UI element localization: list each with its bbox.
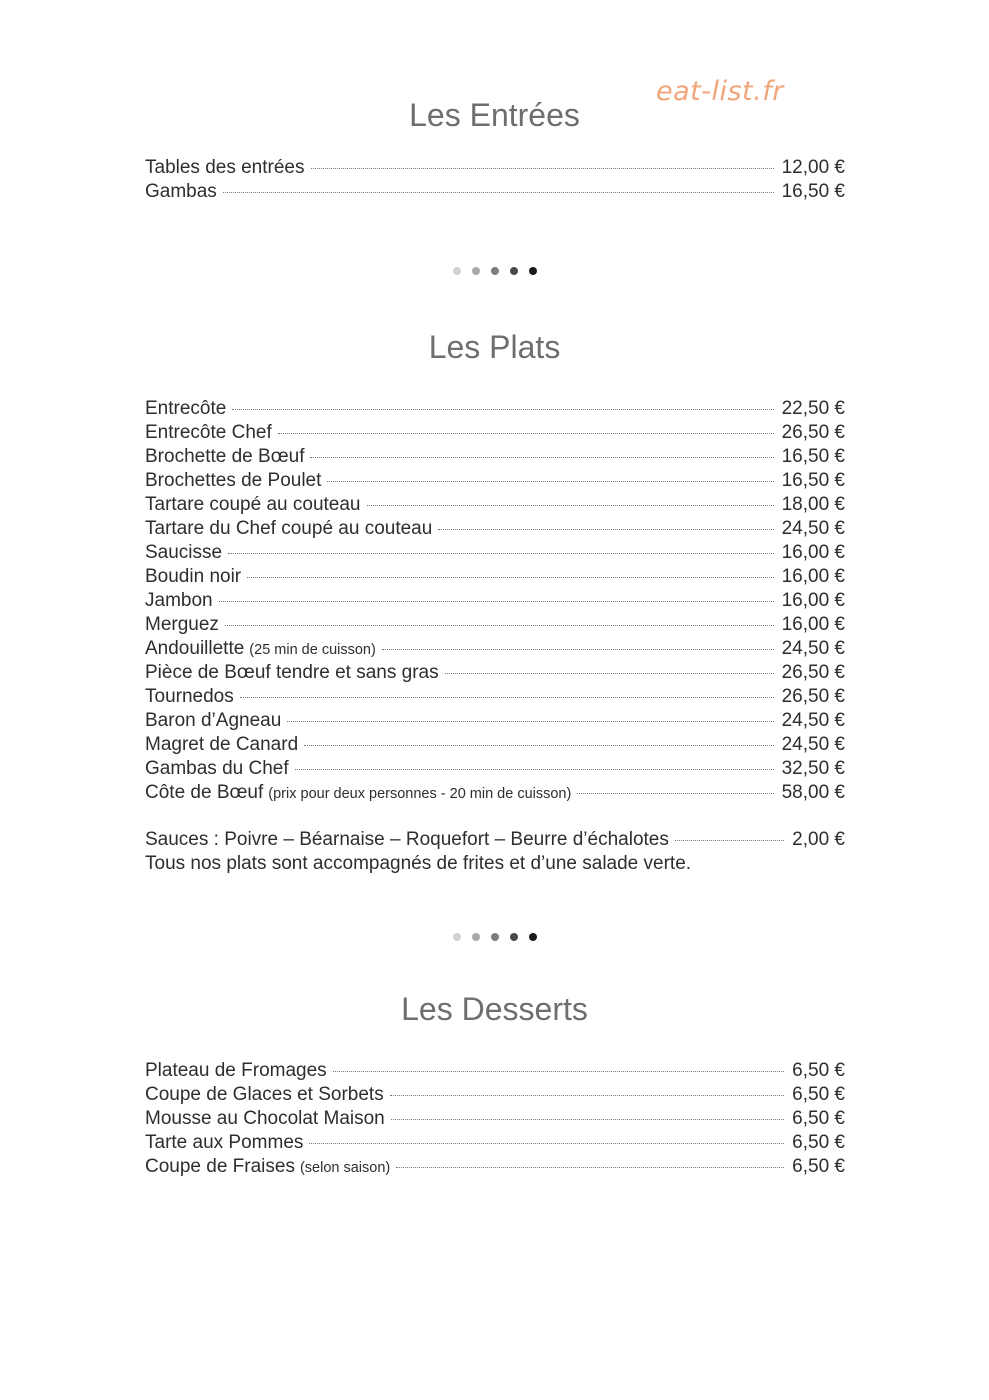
divider-dot	[453, 267, 461, 275]
item-price: 22,50 €	[781, 398, 845, 419]
divider-dot	[510, 933, 518, 941]
menu-item	[145, 733, 845, 757]
divider-dot	[472, 933, 480, 941]
item-name: Andouillette	[145, 638, 245, 659]
dotted-leader	[396, 1167, 784, 1168]
item-name: Côte de Bœuf	[145, 782, 264, 803]
item-price: 32,50 €	[781, 758, 845, 779]
item-price: 24,50 €	[781, 638, 845, 659]
section-title-desserts: Les Desserts	[401, 991, 588, 1027]
item-name: Gambas du Chef	[145, 758, 289, 779]
dotted-leader	[278, 433, 774, 434]
item-name: Tarte aux Pommes	[145, 1132, 304, 1153]
dotted-leader	[390, 1095, 784, 1096]
item-name: Brochette de Bœuf	[145, 446, 305, 467]
item-name: Tartare du Chef coupé au couteau	[145, 518, 433, 539]
menu-item	[145, 421, 845, 445]
item-price: 24,50 €	[781, 518, 845, 539]
item-price: 16,50 €	[781, 446, 845, 467]
item-note: (25 min de cuisson)	[249, 642, 376, 658]
section-divider-dots	[453, 933, 537, 941]
menu-item	[145, 613, 845, 637]
menu-item	[145, 445, 845, 469]
dotted-leader	[232, 409, 773, 410]
dotted-leader	[333, 1071, 785, 1072]
item-price: 26,50 €	[781, 422, 845, 443]
item-name: Pièce de Bœuf tendre et sans gras	[145, 662, 439, 683]
menu-item	[145, 709, 845, 733]
dotted-leader	[327, 481, 773, 482]
item-name: Brochettes de Poulet	[145, 470, 322, 491]
divider-dot	[491, 267, 499, 275]
dotted-leader	[577, 793, 773, 794]
dotted-leader	[287, 721, 773, 722]
menu-item	[145, 541, 845, 565]
dotted-leader	[438, 529, 773, 530]
divider-dot	[472, 267, 480, 275]
item-price: 16,50 €	[781, 181, 845, 202]
menu-item	[145, 781, 845, 805]
divider-dot	[491, 933, 499, 941]
watermark: eat-list.fr	[656, 76, 784, 107]
divider-dot	[529, 267, 537, 275]
menu-item	[145, 661, 845, 685]
dotted-leader	[295, 769, 774, 770]
divider-dot	[529, 933, 537, 941]
item-note: (selon saison)	[299, 1160, 391, 1176]
divider-dot	[453, 933, 461, 941]
item-name: Jambon	[145, 590, 213, 611]
menu-item	[145, 757, 845, 781]
item-name: Baron d’Agneau	[145, 710, 282, 731]
item-name: Merguez	[145, 614, 219, 635]
item-name: Tartare coupé au couteau	[145, 494, 361, 515]
menu-item	[145, 517, 845, 541]
menu-item	[145, 397, 845, 421]
menu-item	[145, 1155, 845, 1179]
menu-item	[145, 589, 845, 613]
item-price: 16,00 €	[781, 614, 845, 635]
item-name: Entrecôte	[145, 398, 227, 419]
dotted-leader	[311, 168, 774, 169]
item-price: 6,50 €	[792, 1156, 845, 1177]
menu-item	[145, 180, 845, 204]
item-price: 26,50 €	[781, 686, 845, 707]
entrees-list	[145, 156, 845, 204]
item-price: 26,50 €	[781, 662, 845, 683]
desserts-list	[145, 1059, 845, 1179]
dotted-leader	[304, 745, 773, 746]
sauces-row	[145, 828, 845, 852]
dotted-leader	[240, 697, 774, 698]
menu-item	[145, 565, 845, 589]
item-name: Entrecôte Chef	[145, 422, 272, 443]
section-title-entrees: Les Entrées	[409, 97, 580, 133]
dotted-leader	[310, 457, 773, 458]
item-name: Coupe de Fraises	[145, 1156, 295, 1177]
menu-item	[145, 493, 845, 517]
menu-item	[145, 637, 845, 661]
dotted-leader	[225, 625, 774, 626]
item-price: 24,50 €	[781, 710, 845, 731]
dotted-leader	[223, 192, 774, 193]
section-divider-dots	[453, 267, 537, 275]
dotted-leader	[309, 1143, 784, 1144]
item-price: 6,50 €	[792, 1060, 845, 1081]
item-name: Boudin noir	[145, 566, 242, 587]
item-note: (prix pour deux personnes - 20 min de cuisson)	[268, 786, 572, 802]
sauces-price: 2,00 €	[792, 829, 845, 850]
item-name: Tournedos	[145, 686, 234, 707]
section-title-plats: Les Plats	[428, 329, 561, 365]
item-price: 16,50 €	[781, 470, 845, 491]
item-price: 24,50 €	[781, 734, 845, 755]
item-price: 6,50 €	[792, 1132, 845, 1153]
item-price: 16,00 €	[781, 590, 845, 611]
menu-item	[145, 685, 845, 709]
menu-item	[145, 156, 845, 180]
menu-item	[145, 1059, 845, 1083]
item-name: Gambas	[145, 181, 217, 202]
item-name: Plateau de Fromages	[145, 1060, 327, 1081]
item-name: Magret de Canard	[145, 734, 299, 755]
side-note: Tous nos plats sont accompagnés de frites et d’une salade verte.	[145, 853, 692, 874]
plats-list	[145, 397, 845, 805]
item-name: Tables des entrées	[145, 157, 305, 178]
dotted-leader	[367, 505, 774, 506]
menu-item	[145, 1107, 845, 1131]
menu-item	[145, 469, 845, 493]
dotted-leader	[219, 601, 774, 602]
dotted-leader	[391, 1119, 784, 1120]
dotted-leader	[228, 553, 773, 554]
item-price: 16,00 €	[781, 542, 845, 563]
menu-item	[145, 1131, 845, 1155]
item-price: 18,00 €	[781, 494, 845, 515]
item-price: 58,00 €	[781, 782, 845, 803]
sauces-name: Sauces : Poivre – Béarnaise – Roquefort – Beurre d’échalotes	[145, 829, 669, 850]
item-price: 12,00 €	[781, 157, 845, 178]
dotted-leader	[247, 577, 773, 578]
item-name: Saucisse	[145, 542, 223, 563]
menu-item	[145, 1083, 845, 1107]
item-name: Mousse au Chocolat Maison	[145, 1108, 385, 1129]
dotted-leader	[675, 840, 784, 841]
dotted-leader	[445, 673, 774, 674]
item-name: Coupe de Glaces et Sorbets	[145, 1084, 384, 1105]
item-price: 16,00 €	[781, 566, 845, 587]
dotted-leader	[382, 649, 774, 650]
divider-dot	[510, 267, 518, 275]
sauces-block	[145, 828, 845, 876]
item-price: 6,50 €	[792, 1108, 845, 1129]
item-price: 6,50 €	[792, 1084, 845, 1105]
